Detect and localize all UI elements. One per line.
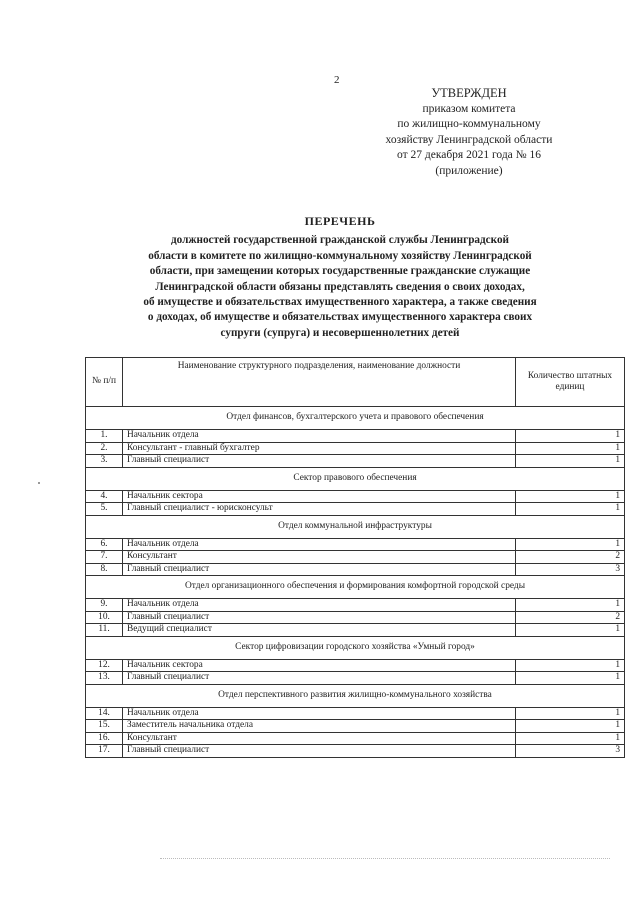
heading-line: о доходах, об имуществе и обязательствах имущественного характера своих (147, 311, 533, 324)
staff-count: 1 (516, 659, 625, 672)
position-name: Главный специалист (123, 672, 516, 685)
heading-line: области, при замещении которых государственные гражданские служащие (149, 265, 531, 278)
row-number: 6. (86, 538, 123, 551)
header-num: № п/п (86, 358, 123, 407)
position-name: Начальник отдела (123, 707, 516, 720)
table-row (86, 442, 625, 455)
position-name: Консультант (123, 732, 516, 745)
row-number: 1. (86, 430, 123, 443)
header-name: Наименование структурного подразделения, наименование должности (123, 358, 516, 407)
section-title: Отдел коммунальной инфраструктуры (86, 515, 625, 538)
staff-count: 1 (516, 538, 625, 551)
staff-count: 1 (516, 672, 625, 685)
staff-count: 3 (516, 745, 625, 758)
position-name: Заместитель начальника отдела (123, 720, 516, 733)
section-title: Отдел финансов, бухгалтерского учета и правового обеспечения (86, 407, 625, 430)
approval-line: от 27 декабря 2021 года № 16 (396, 149, 541, 161)
approval-title: УТВЕРЖДЕН (431, 86, 507, 100)
row-number: 7. (86, 551, 123, 564)
document-heading (90, 214, 590, 341)
row-number: 3. (86, 455, 123, 468)
table-row (86, 672, 625, 685)
position-name: Главный специалист (123, 563, 516, 576)
table-row (86, 430, 625, 443)
section-row (86, 515, 625, 538)
section-title: Отдел организационного обеспечения и формирования комфортной городской среды (86, 576, 625, 599)
table-row (86, 720, 625, 733)
row-number: 8. (86, 563, 123, 576)
scan-mark (38, 482, 40, 484)
table-row (86, 599, 625, 612)
table-row (86, 659, 625, 672)
staff-count: 1 (516, 720, 625, 733)
table-row (86, 563, 625, 576)
table-row (86, 551, 625, 564)
table-row (86, 707, 625, 720)
position-name: Начальник отдела (123, 538, 516, 551)
document-title: ПЕРЕЧЕНЬ (304, 214, 376, 228)
position-name: Главный специалист (123, 455, 516, 468)
table-row (86, 732, 625, 745)
staff-count: 1 (516, 599, 625, 612)
section-row (86, 467, 625, 490)
heading-line: супруги (супруга) и несовершеннолетних детей (220, 326, 460, 339)
positions-table (85, 357, 625, 758)
row-number: 16. (86, 732, 123, 745)
table-body (86, 407, 625, 758)
section-title: Отдел перспективного развития жилищно-коммунального хозяйства (86, 684, 625, 707)
staff-count: 3 (516, 563, 625, 576)
staff-count: 2 (516, 551, 625, 564)
table-row (86, 455, 625, 468)
table-row (86, 503, 625, 516)
staff-count: 1 (516, 430, 625, 443)
heading-line: области в комитете по жилищно-коммунальному хозяйству Ленинградской (148, 249, 532, 262)
staff-count: 1 (516, 732, 625, 745)
position-name: Главный специалист (123, 611, 516, 624)
staff-count: 1 (516, 624, 625, 637)
approval-line: (приложение) (435, 164, 503, 177)
position-name: Консультант - главный бухгалтер (123, 442, 516, 455)
position-name: Ведущий специалист (123, 624, 516, 637)
position-name: Начальник сектора (123, 659, 516, 672)
table-row (86, 490, 625, 503)
row-number: 13. (86, 672, 123, 685)
row-number: 12. (86, 659, 123, 672)
staff-count: 1 (516, 707, 625, 720)
row-number: 10. (86, 611, 123, 624)
staff-count: 1 (516, 455, 625, 468)
table-header-row (86, 358, 625, 407)
staff-count: 1 (516, 442, 625, 455)
row-number: 4. (86, 490, 123, 503)
staff-count: 1 (516, 503, 625, 516)
position-name: Начальник сектора (123, 490, 516, 503)
section-row (86, 684, 625, 707)
row-number: 17. (86, 745, 123, 758)
heading-line: Ленинградской области обязаны представлять сведения о своих доходах, (155, 280, 525, 293)
position-name: Главный специалист - юрисконсульт (123, 503, 516, 516)
table-row (86, 745, 625, 758)
section-row (86, 576, 625, 599)
approval-line: по жилищно-коммунальному (397, 118, 541, 130)
section-row (86, 636, 625, 659)
approval-line: приказом комитета (422, 102, 516, 115)
table-row (86, 611, 625, 624)
position-name: Начальник отдела (123, 430, 516, 443)
row-number: 14. (86, 707, 123, 720)
staff-count: 2 (516, 611, 625, 624)
position-name: Консультант (123, 551, 516, 564)
header-qty: Количество штатных единиц (516, 358, 625, 407)
table-row (86, 624, 625, 637)
heading-line: об имуществе и обязательствах имущественного характера, а также сведения (143, 296, 537, 309)
position-name: Главный специалист (123, 745, 516, 758)
heading-line: должностей государственной гражданской службы Ленинградской (171, 234, 509, 247)
row-number: 5. (86, 503, 123, 516)
row-number: 15. (86, 720, 123, 733)
row-number: 9. (86, 599, 123, 612)
row-number: 11. (86, 624, 123, 637)
table-row (86, 538, 625, 551)
section-title: Сектор правового обеспечения (86, 467, 625, 490)
position-name: Начальник отдела (123, 599, 516, 612)
approval-block (360, 86, 578, 179)
staff-count: 1 (516, 490, 625, 503)
page-number: 2 (334, 74, 340, 86)
section-row (86, 407, 625, 430)
approval-line: хозяйству Ленинградской области (385, 133, 553, 146)
row-number: 2. (86, 442, 123, 455)
scan-edge-line (160, 858, 610, 859)
section-title: Сектор цифровизации городского хозяйства «Умный город» (86, 636, 625, 659)
